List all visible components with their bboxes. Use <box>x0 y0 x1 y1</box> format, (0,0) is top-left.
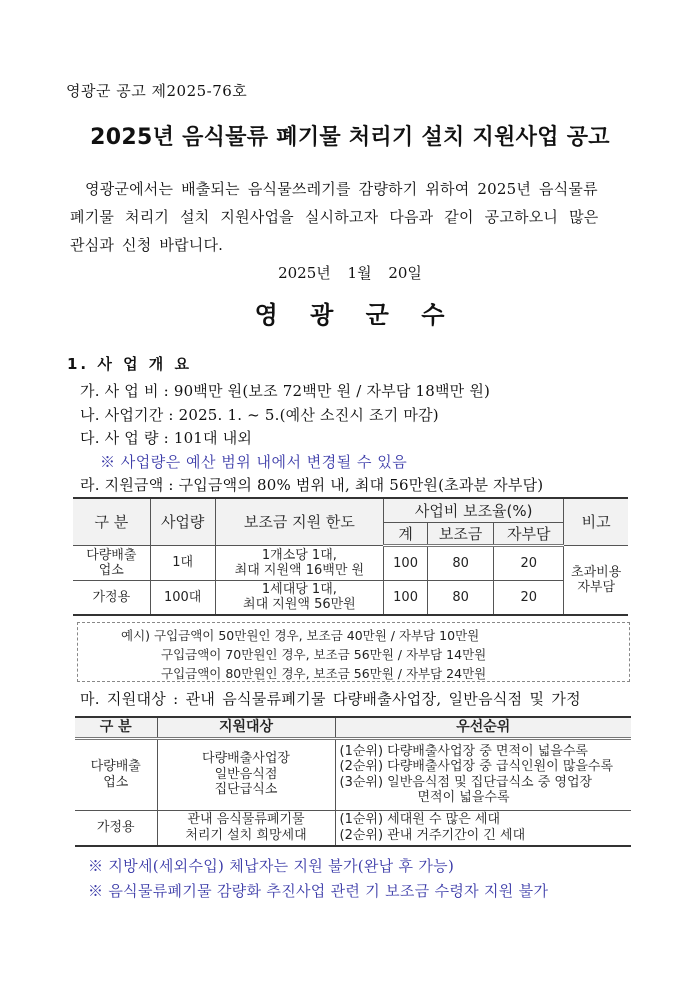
item-period: 나. 사업기간 : 2025. 1. ~ 5.(예산 소진시 조기 마감) <box>80 406 439 424</box>
item-quantity: 다. 사 업 량 : 101대 내외 <box>80 429 253 447</box>
item-support-amount: 라. 지원금액 : 구입금액의 80% 범위 내, 최대 56만원(초과분 자부담) <box>80 476 544 494</box>
intro-line-2: 폐기물 처리기 설치 지원사업을 실시하고자 다음과 같이 공고하오니 많은 <box>70 208 599 226</box>
cell-remarks: 초과비용 자부담 <box>564 545 628 615</box>
cell-self: 20 <box>494 580 564 615</box>
header-remarks: 비고 <box>564 498 628 545</box>
cell-quantity: 100대 <box>150 580 215 615</box>
note-tax-delinquent: ※ 지방세(세외수입) 체납자는 지원 불가(완납 후 가능) <box>88 857 455 875</box>
signer: 영 광 군 수 <box>254 300 446 329</box>
section-title-overview: 1. 사 업 개 요 <box>67 355 192 373</box>
notice-number: 영광군 공고 제2025-76호 <box>66 82 248 100</box>
intro-line-1: 영광군에서는 배출되는 음식물쓰레기를 감량하기 위하여 2025년 음식물류 <box>85 180 598 198</box>
header-self: 자부담 <box>494 522 564 545</box>
cell-subsidy: 80 <box>428 545 494 580</box>
cell-limit: 1세대당 1대, 최대 지원액 56만원 <box>215 580 383 615</box>
support-limit-table <box>73 497 628 616</box>
cell-category: 다량배출 업소 <box>73 545 150 580</box>
header-rate-group: 사업비 보조율(%) <box>384 498 564 522</box>
header-category: 구 분 <box>75 717 157 738</box>
page-title: 2025년 음식물류 폐기물 처리기 설치 지원사업 공고 <box>90 125 610 150</box>
header-subsidy: 보조금 <box>428 522 494 545</box>
intro-line-3: 관심과 신청 바랍니다. <box>70 236 224 254</box>
header-total: 계 <box>384 522 428 545</box>
header-quantity: 사업량 <box>150 498 215 545</box>
cell-total: 100 <box>384 545 428 580</box>
cell-limit: 1개소당 1대, 최대 지원액 16백만 원 <box>215 545 383 580</box>
example-line: 예시) 구입금액이 50만원인 경우, 보조금 40만원 / 자부담 10만원 <box>121 628 480 643</box>
announcement-date: 2025년 1월 20일 <box>278 264 422 282</box>
header-priority: 우선순위 <box>335 717 631 738</box>
table-row <box>75 738 631 810</box>
item-budget: 가. 사 업 비 : 90백만 원(보조 72백만 원 / 자부담 18백만 원) <box>80 382 491 400</box>
cell-self: 20 <box>494 545 564 580</box>
table-row <box>73 580 628 615</box>
cell-subsidy: 80 <box>428 580 494 615</box>
cell-target: 다량배출사업장 일반음식점 집단급식소 <box>157 738 335 810</box>
example-box <box>77 622 630 682</box>
example-line: 구입금액이 70만원인 경우, 보조금 56만원 / 자부담 14만원 <box>161 647 487 662</box>
header-limit: 보조금 지원 한도 <box>215 498 383 545</box>
cell-category: 가정용 <box>75 810 157 846</box>
note-quantity-change: ※ 사업량은 예산 범위 내에서 변경될 수 있음 <box>100 453 408 471</box>
priority-table <box>75 716 631 847</box>
item-support-target: 마. 지원대상 : 관내 음식물류폐기물 다량배출사업장, 일반음식점 및 가정 <box>80 690 581 708</box>
cell-category: 가정용 <box>73 580 150 615</box>
header-category: 구 분 <box>73 498 150 545</box>
cell-target: 관내 음식물류폐기물 처리기 설치 희망세대 <box>157 810 335 846</box>
cell-priority: (1순위) 세대원 수 많은 세대 (2순위) 관내 거주기간이 긴 세대 <box>335 810 631 846</box>
table-row <box>75 810 631 846</box>
cell-quantity: 1대 <box>150 545 215 580</box>
note-prior-recipient: ※ 음식물류폐기물 감량화 추진사업 관련 기 보조금 수령자 지원 불가 <box>88 882 549 900</box>
header-target: 지원대상 <box>157 717 335 738</box>
table-row <box>73 545 628 580</box>
cell-total: 100 <box>384 580 428 615</box>
cell-priority: (1순위) 다량배출사업장 중 면적이 넓을수록 (2순위) 다량배출사업장 중 급식인원이 많을수록 (3순위) 일반음식점 및 집단급식소 중 영업장 면적이 넓을수록 <box>335 738 631 810</box>
cell-category: 다량배출 업소 <box>75 738 157 810</box>
example-line: 구입금액이 80만원인 경우, 보조금 56만원 / 자부담 24만원 <box>161 666 487 681</box>
